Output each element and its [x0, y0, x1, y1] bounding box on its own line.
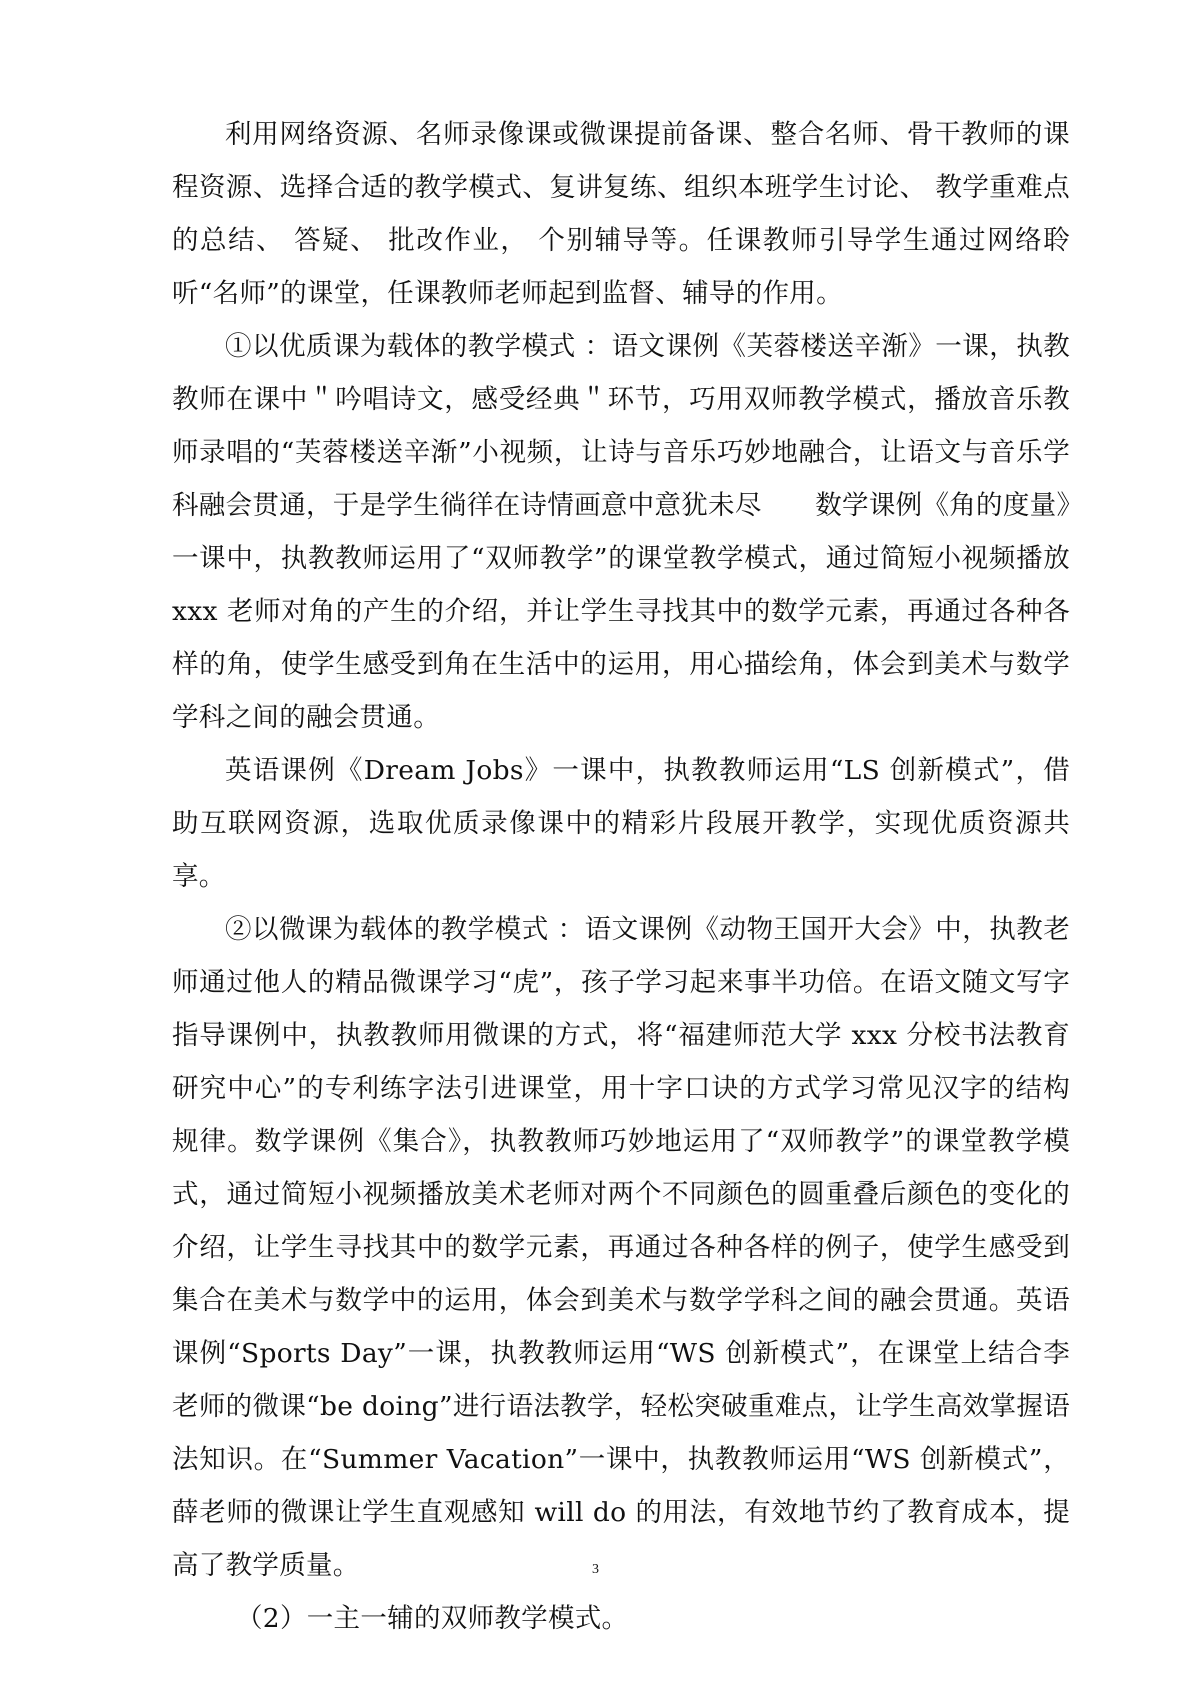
- paragraph-english-dream-jobs: 英语课例《Dream Jobs》一课中，执教教师运用“LS 创新模式”，借助互联网资源，选取优质录像课中的精彩片段展开教学，实现优质资源共享。: [172, 755, 1070, 892]
- body-text: [172, 108, 1070, 1645]
- paragraph-section-heading: （2）一主一辅的双师教学模式。: [236, 1603, 629, 1634]
- paragraph-resources: 利用网络资源、名师录像课或微课提前备课、整合名师、骨干教师的课程资源、选择合适的教学模式、复讲复练、组织本班学生讨论、 教学重难点的总结、 答疑、 批改作业， 个别辅导等。任课教师引导学生通过网络聆听“名师”的课堂，任课教师老师起到监督、辅导的作用。: [172, 119, 1070, 309]
- paragraph-quality-lesson-model: ①以优质课为载体的教学模式 ：语文课例《芙蓉楼送辛渐》一课，执教教师在课中＂吟唱诗文，感受经典＂环节，巧用双师教学模式，播放音乐教师录唱的“芙蓉楼送辛渐”小视频，让诗与音乐巧妙地融合，让语文与音乐学科融会贯通，于是学生徜徉在诗情画意中意犹未尽 数学课例《角的度量》一课中，执教教师运用了“双师教学”的课堂教学模式，通过简短小视频播放 xxx 老师对角的产生的介绍，并让学生寻找其中的数学元素，再通过各种各样的角，使学生感受到角在生活中的运用，用心描绘角，体会到美术与数学学科之间的融会贯通。: [172, 331, 1070, 733]
- paragraph-micro-lesson-model: ②以微课为载体的教学模式 ：语文课例《动物王国开大会》中，执教老师通过他人的精品微课学习“虎”，孩子学习起来事半功倍。在语文随文写字指导课例中，执教教师用微课的方式，将“福建师范大学 xxx 分校书法教育研究中心”的专利练字法引进课堂，用十字口诀的方式学习常见汉字的结构规律。数学课例《集合》，执教教师巧妙地运用了“双师教学”的课堂教学模式，通过简短小视频播放美术老师对两个不同颜色的圆重叠后颜色的变化的介绍，让学生寻找其中的数学元素，再通过各种各样的例子，使学生感受到集合在美术与数学中的运用，体会到美术与数学学科之间的融会贯通。英语课例“Sports Day”一课，执教教师运用“WS 创新模式”，在课堂上结合李老师的微课“be doing”进行语法教学，轻松突破重难点，让学生高效掌握语法知识。在“Summer Vacation”一课中，执教教师运用“WS 创新模式”，薛老师的微课让学生直观感知 will do 的用法，有效地节约了教育成本，提高了教学质量。: [172, 914, 1070, 1581]
- page-number: 3: [592, 1562, 599, 1577]
